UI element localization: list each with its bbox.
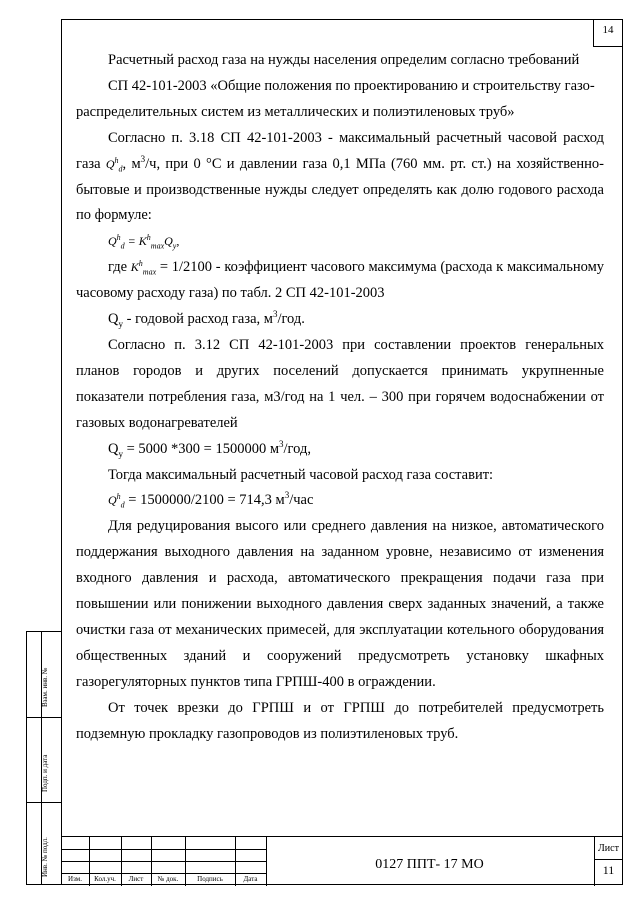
- document-code: 0127 ППТ- 17 МО: [375, 857, 484, 872]
- formula-main: $Q^h_d = K^h_{max}Q_y$,: [108, 233, 180, 251]
- paragraph-2: Согласно п. 3.18 СП 42-101-2003 - максимальный расчетный часовой расход газа $Q^h_d$, $м^3/ч$, при 0 °С и давлении газа 0,1 МПа (760 мм. рт. ст.) на хозяйственно-бытовые и производственные нужды следует определять как долю годового расхода по формуле:: [76, 129, 604, 224]
- stamp-col-doc: № док.: [157, 875, 179, 883]
- stamp-col-data: Дата: [243, 875, 258, 883]
- paragraph-9: Для редуцирования высого или среднего давления на низкое, автоматического поддержания выходного давления на заданном уровне, независимо от изменения входного давления и расхода, автоматического прекращения подачи газа при повышении или понижении выходного давления сверх заданных значений, а также очистки газа от механических примесей, для эксплуатации котельного оборудования общественных зданий и сооружений предусмотреть установку шкафных газорегуляторных пунктов типа ГРПШ-400 в ограждении.: [76, 518, 604, 690]
- paragraph-10: От точек врезки до ГРПШ и от ГРПШ до потребителей предусмотреть подземную прокладку газопроводов из полиэтиленовых труб.: [76, 699, 604, 742]
- sidebar-inv-label: Инв. № подл.: [41, 837, 49, 877]
- stamp-col-list: Лист: [128, 875, 144, 883]
- paragraph-1: Расчетный расход газа на нужды населения определим согласно требований СП 42-101-2003 «Общие положения по проектированию и строительству газо- распределительных систем из металлических и полиэтиленовых труб»: [76, 52, 595, 120]
- formula-kmax: $K^h_{max}$: [130, 259, 157, 277]
- sidebar-podp-label: Подп. и дата: [41, 754, 49, 792]
- paragraph-4: $Q_y$ - годовой расход газа, $м^3$/год.: [108, 309, 305, 329]
- stamp-col-kolvo: Кол.уч.: [94, 875, 116, 883]
- paragraph-7: Тогда максимальный расчетный часовой расход газа составит:: [108, 466, 494, 483]
- paragraph-8: $Q^h_d = 1500000/2100 = 714,3$ $м^3$/час: [108, 490, 314, 510]
- left-stamp-sidebar: [26, 631, 61, 885]
- page-number-top: 14: [602, 24, 614, 36]
- paragraph-6: $Q_y = 5000$ *300 = 1500000 $м^3$/год,: [108, 438, 311, 459]
- stamp-col-izm: Изм.: [68, 875, 82, 883]
- paragraph-5: Согласно п. 3.12 СП 42-101-2003 при составлении проектов генеральных планов городов и других поселений допускается принимать укрупненные показатели потребления газа, м3/год на 1 чел. – 300 при горячем водоснабжении от газовых водонагревателей: [76, 336, 604, 431]
- sidebar-vzam-label: Взам. инв. №: [41, 667, 49, 707]
- document-body: [76, 48, 604, 747]
- sheet-label: Лист: [598, 843, 619, 854]
- title-block: [61, 836, 623, 885]
- paragraph-3: где $K^h_{max} = 1/2100$ - коэффициент часового максимума (расхода к максимальному часовому расходу газа) по табл. 2 СП 42-101-2003: [76, 259, 604, 302]
- formula-qhd: $Q^h_d$: [105, 155, 123, 174]
- sheet-number: 11: [602, 863, 615, 877]
- stamp-col-podpis: Подпись: [197, 875, 223, 883]
